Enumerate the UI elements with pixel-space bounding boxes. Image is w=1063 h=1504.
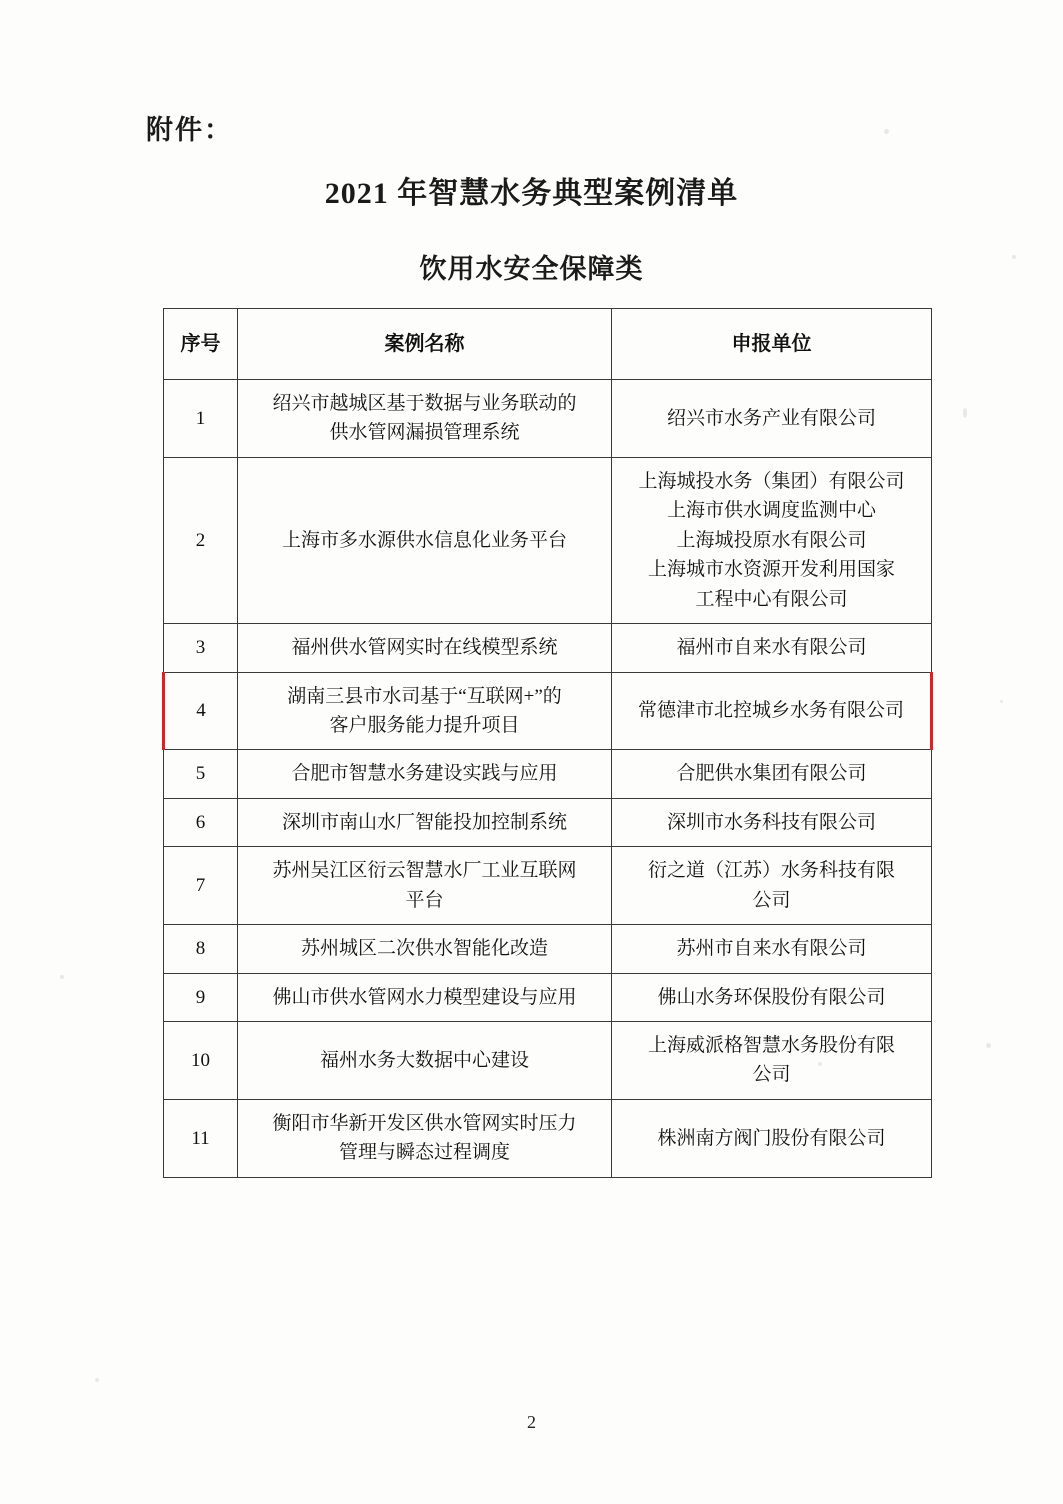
cell-case-name: 深圳市南山水厂智能投加控制系统 [238, 798, 612, 846]
scan-speckle [884, 129, 889, 134]
cell-case-name: 福州供水管网实时在线模型系统 [238, 624, 612, 672]
cell-case-name: 合肥市智慧水务建设实践与应用 [238, 750, 612, 798]
table-row [164, 798, 932, 846]
cell-applicant: 衍之道（江苏）水务科技有限 公司 [612, 847, 932, 925]
cell-applicant: 合肥供水集团有限公司 [612, 750, 932, 798]
table-row [164, 457, 932, 623]
cell-applicant: 深圳市水务科技有限公司 [612, 798, 932, 846]
table-row [164, 973, 932, 1021]
column-header-applicant: 申报单位 [612, 309, 932, 380]
cell-applicant: 佛山水务环保股份有限公司 [612, 973, 932, 1021]
table-row [164, 1022, 932, 1100]
page-number: 2 [527, 1412, 536, 1432]
cell-case-name: 湖南三县市水司基于“互联网+”的 客户服务能力提升项目 [238, 672, 612, 750]
cell-applicant: 福州市自来水有限公司 [612, 624, 932, 672]
cell-applicant: 绍兴市水务产业有限公司 [612, 380, 932, 458]
cell-case-name: 绍兴市越城区基于数据与业务联动的 供水管网漏损管理系统 [238, 380, 612, 458]
cell-index: 10 [164, 1022, 238, 1100]
table-row [164, 1099, 932, 1177]
scan-speckle [95, 1378, 99, 1382]
page-subtitle: 饮用水安全保障类 [419, 254, 644, 284]
table-row [164, 750, 932, 798]
column-header-case-name: 案例名称 [238, 309, 612, 380]
attachment-label: 附件： [146, 115, 233, 145]
scan-speckle [963, 408, 967, 418]
scan-speckle [1000, 700, 1003, 703]
cell-index: 9 [164, 973, 238, 1021]
scan-speckle [60, 975, 64, 979]
cell-applicant: 苏州市自来水有限公司 [612, 925, 932, 973]
table-row [164, 672, 932, 750]
table-body [164, 380, 932, 1178]
scan-speckle [986, 1043, 991, 1048]
table-row [164, 380, 932, 458]
table-row [164, 624, 932, 672]
cell-index: 8 [164, 925, 238, 973]
cell-applicant: 常德津市北控城乡水务有限公司 [612, 672, 932, 750]
case-list-table [162, 308, 933, 1178]
cell-case-name: 福州水务大数据中心建设 [238, 1022, 612, 1100]
cell-index: 11 [164, 1099, 238, 1177]
cell-case-name: 苏州城区二次供水智能化改造 [238, 925, 612, 973]
cell-case-name: 苏州吴江区衍云智慧水厂工业互联网 平台 [238, 847, 612, 925]
cell-applicant: 株洲南方阀门股份有限公司 [612, 1099, 932, 1177]
column-header-index: 序号 [164, 309, 238, 380]
cell-index: 4 [164, 672, 238, 750]
cell-index: 6 [164, 798, 238, 846]
table-row [164, 847, 932, 925]
table-header-row [164, 309, 932, 380]
cell-applicant: 上海城投水务（集团）有限公司 上海市供水调度监测中心 上海城投原水有限公司 上海城市水资源开发利用国家 工程中心有限公司 [612, 457, 932, 623]
cell-case-name: 佛山市供水管网水力模型建设与应用 [238, 973, 612, 1021]
cell-case-name: 衡阳市华新开发区供水管网实时压力 管理与瞬态过程调度 [238, 1099, 612, 1177]
page-title: 2021 年智慧水务典型案例清单 [324, 177, 739, 210]
cell-index: 2 [164, 457, 238, 623]
cell-case-name: 上海市多水源供水信息化业务平台 [238, 457, 612, 623]
cell-index: 7 [164, 847, 238, 925]
cell-index: 3 [164, 624, 238, 672]
table-row [164, 925, 932, 973]
cell-index: 5 [164, 750, 238, 798]
cell-index: 1 [164, 380, 238, 458]
cell-applicant: 上海威派格智慧水务股份有限 公司 [612, 1022, 932, 1100]
